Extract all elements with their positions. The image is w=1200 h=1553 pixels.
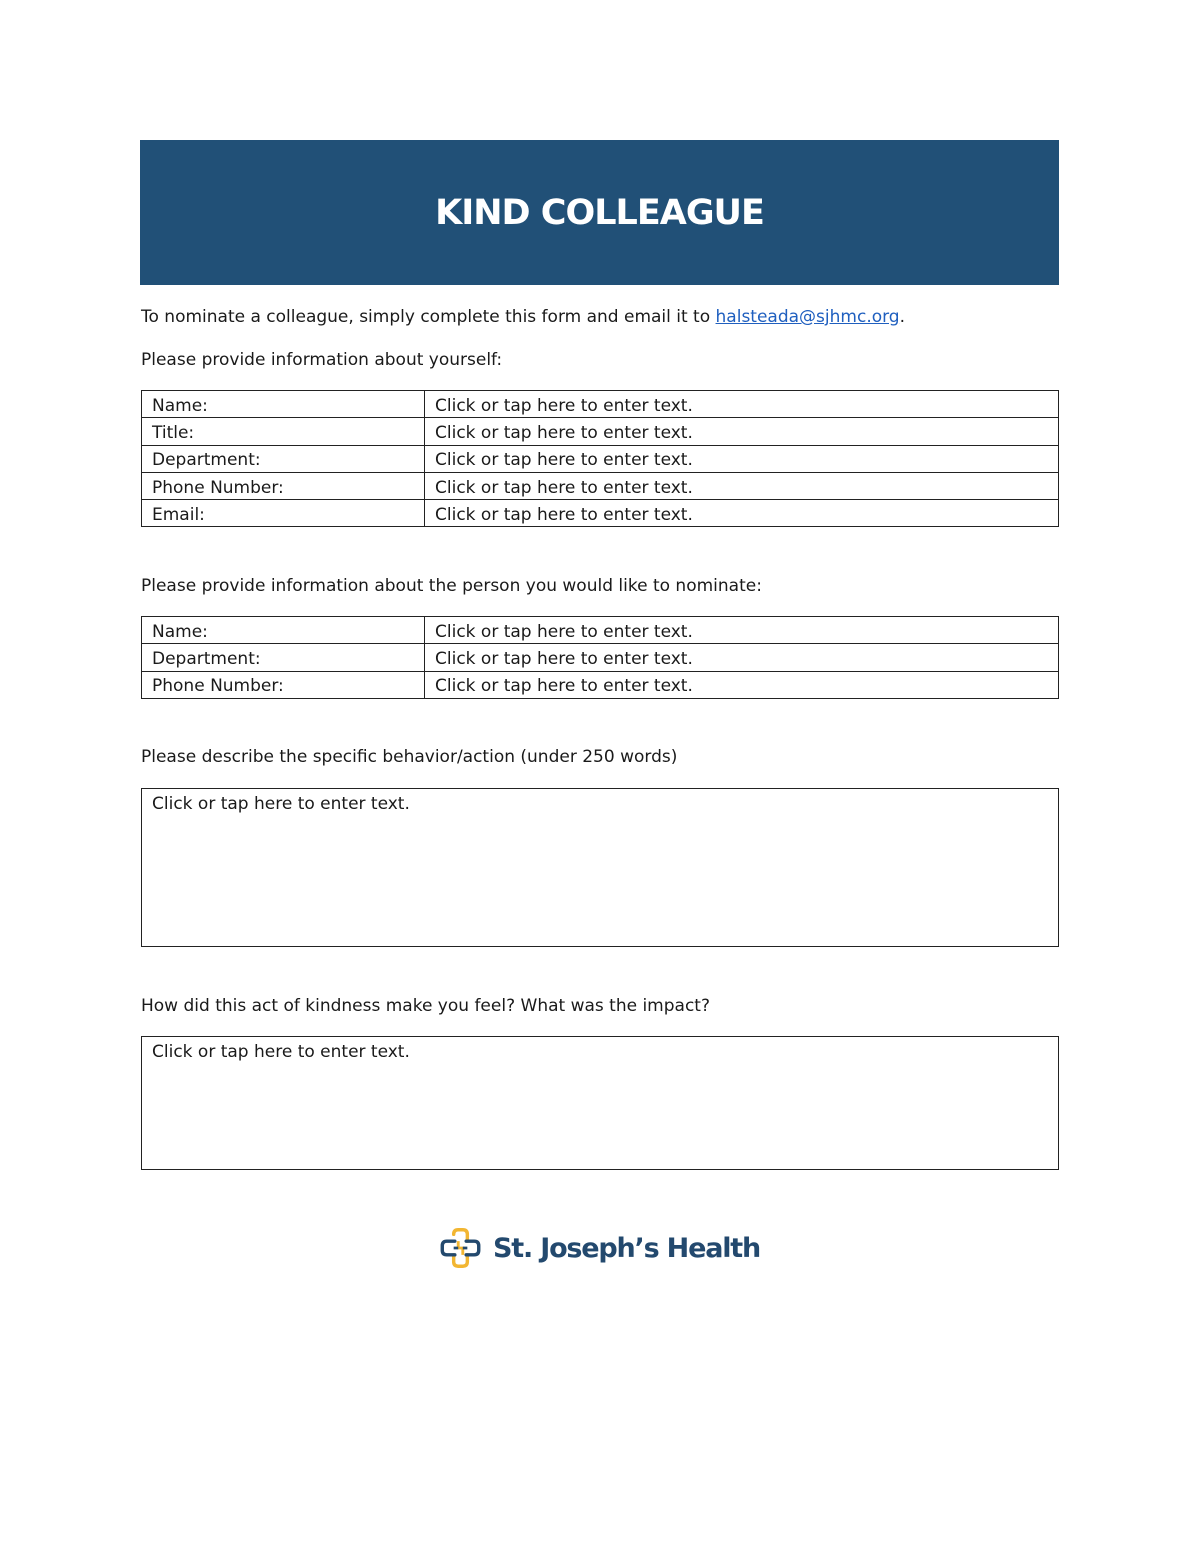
table-row: [142, 617, 1059, 644]
table-row: [142, 472, 1059, 499]
cross-icon: [440, 1212, 481, 1284]
nominee-department-field[interactable]: Click or tap here to enter text.: [425, 644, 1059, 671]
nominee-section-heading: Please provide information about the person you would like to nominate:: [141, 576, 762, 596]
field-label: Name:: [142, 617, 425, 644]
field-label: Phone Number:: [142, 472, 425, 499]
self-info-table: [141, 390, 1059, 527]
intro-paragraph: [141, 306, 905, 328]
table-row: [142, 391, 1059, 418]
field-label: Email:: [142, 500, 425, 527]
behavior-textbox[interactable]: Click or tap here to enter text.: [141, 788, 1059, 947]
department-field[interactable]: Click or tap here to enter text.: [425, 445, 1059, 472]
field-label: Department:: [142, 445, 425, 472]
title-field[interactable]: Click or tap here to enter text.: [425, 418, 1059, 445]
table-row: [142, 644, 1059, 671]
phone-field[interactable]: Click or tap here to enter text.: [425, 472, 1059, 499]
intro-text: To nominate a colleague, simply complete this form and email it to: [141, 307, 716, 327]
logo-text: St. Joseph’s Health: [493, 1232, 760, 1264]
table-row: [142, 500, 1059, 527]
impact-section-heading: How did this act of kindness make you feel? What was the impact?: [141, 996, 710, 1016]
field-label: Title:: [142, 418, 425, 445]
impact-textbox[interactable]: Click or tap here to enter text.: [141, 1036, 1059, 1170]
email-field[interactable]: Click or tap here to enter text.: [425, 500, 1059, 527]
field-label: Name:: [142, 391, 425, 418]
nominee-info-table: [141, 616, 1059, 699]
nominee-name-field[interactable]: Click or tap here to enter text.: [425, 617, 1059, 644]
field-label: Department:: [142, 644, 425, 671]
field-label: Phone Number:: [142, 671, 425, 698]
table-row: [142, 671, 1059, 698]
intro-end: .: [899, 307, 906, 327]
logo: [440, 1212, 760, 1284]
nominee-phone-field[interactable]: Click or tap here to enter text.: [425, 671, 1059, 698]
behavior-section-heading: Please describe the specific behavior/action (under 250 words): [141, 747, 678, 767]
title-banner: [140, 140, 1059, 285]
table-row: [142, 418, 1059, 445]
email-link[interactable]: halsteada@sjhmc.org: [715, 307, 900, 327]
page-title: KIND COLLEAGUE: [435, 192, 764, 233]
self-section-heading: Please provide information about yourself:: [141, 350, 503, 370]
name-field[interactable]: Click or tap here to enter text.: [425, 391, 1059, 418]
table-row: [142, 445, 1059, 472]
